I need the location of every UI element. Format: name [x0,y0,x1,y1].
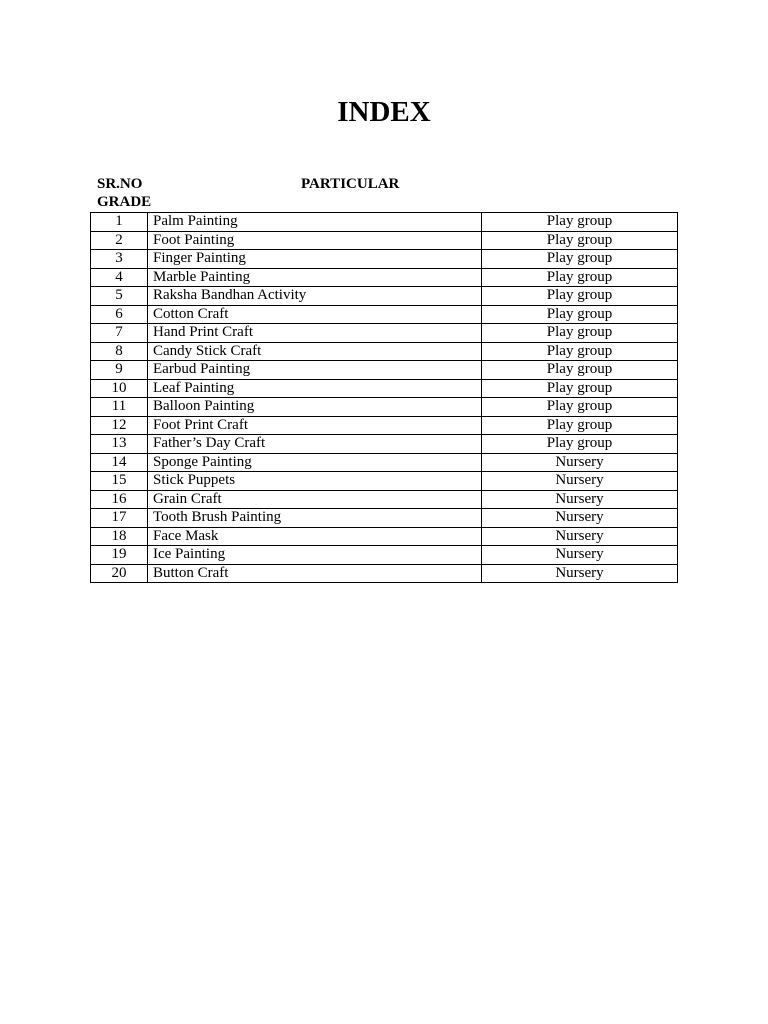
row-grade: Play group [482,342,678,361]
row-particular: Ice Painting [148,546,482,565]
row-particular: Candy Stick Craft [148,342,482,361]
table-row [91,398,678,417]
table-row [91,546,678,565]
row-grade: Nursery [482,527,678,546]
row-grade: Nursery [482,564,678,583]
table-row [91,379,678,398]
row-number: 7 [91,324,148,343]
table-row [91,231,678,250]
row-particular: Raksha Bandhan Activity [148,287,482,306]
row-particular: Foot Print Craft [148,416,482,435]
row-number: 10 [91,379,148,398]
row-grade: Play group [482,305,678,324]
row-number: 15 [91,472,148,491]
row-grade: Play group [482,250,678,269]
table-row [91,250,678,269]
row-particular: Balloon Painting [148,398,482,417]
row-particular: Tooth Brush Painting [148,509,482,528]
row-particular: Sponge Painting [148,453,482,472]
row-particular: Palm Painting [148,213,482,232]
row-grade: Play group [482,213,678,232]
header-grade: GRADE [97,194,152,210]
table-row [91,509,678,528]
table-row [91,268,678,287]
row-particular: Grain Craft [148,490,482,509]
row-particular: Marble Painting [148,268,482,287]
row-number: 11 [91,398,148,417]
row-grade: Play group [482,287,678,306]
row-grade: Nursery [482,490,678,509]
row-number: 12 [91,416,148,435]
row-particular: Hand Print Craft [148,324,482,343]
table-row [91,564,678,583]
table-row [91,435,678,454]
row-particular: Button Craft [148,564,482,583]
row-grade: Play group [482,268,678,287]
row-number: 20 [91,564,148,583]
row-number: 13 [91,435,148,454]
row-grade: Play group [482,324,678,343]
row-particular: Foot Painting [148,231,482,250]
row-particular: Face Mask [148,527,482,546]
row-number: 6 [91,305,148,324]
row-particular: Cotton Craft [148,305,482,324]
row-number: 1 [91,213,148,232]
table-row [91,342,678,361]
row-particular: Finger Painting [148,250,482,269]
row-grade: Play group [482,231,678,250]
row-number: 9 [91,361,148,380]
table-row [91,453,678,472]
row-number: 4 [91,268,148,287]
row-grade: Nursery [482,472,678,491]
row-grade: Nursery [482,546,678,565]
row-grade: Play group [482,435,678,454]
row-number: 19 [91,546,148,565]
row-number: 14 [91,453,148,472]
row-particular: Leaf Painting [148,379,482,398]
row-particular: Stick Puppets [148,472,482,491]
row-number: 2 [91,231,148,250]
row-grade: Play group [482,416,678,435]
page-title: INDEX [337,96,431,128]
row-number: 8 [91,342,148,361]
table-row [91,472,678,491]
row-particular: Earbud Painting [148,361,482,380]
header-particular: PARTICULAR [301,176,400,192]
row-number: 5 [91,287,148,306]
row-grade: Play group [482,379,678,398]
table-row [91,361,678,380]
table-row [91,305,678,324]
table-row [91,416,678,435]
row-number: 16 [91,490,148,509]
table-row [91,287,678,306]
row-grade: Play group [482,361,678,380]
row-particular: Father’s Day Craft [148,435,482,454]
table-row [91,324,678,343]
index-table-body [91,213,678,583]
row-number: 18 [91,527,148,546]
row-grade: Nursery [482,509,678,528]
row-grade: Play group [482,398,678,417]
row-grade: Nursery [482,453,678,472]
index-table [90,212,678,583]
table-row [91,490,678,509]
header-sr-no: SR.NO [97,176,143,192]
row-number: 17 [91,509,148,528]
table-row [91,213,678,232]
row-number: 3 [91,250,148,269]
table-row [91,527,678,546]
